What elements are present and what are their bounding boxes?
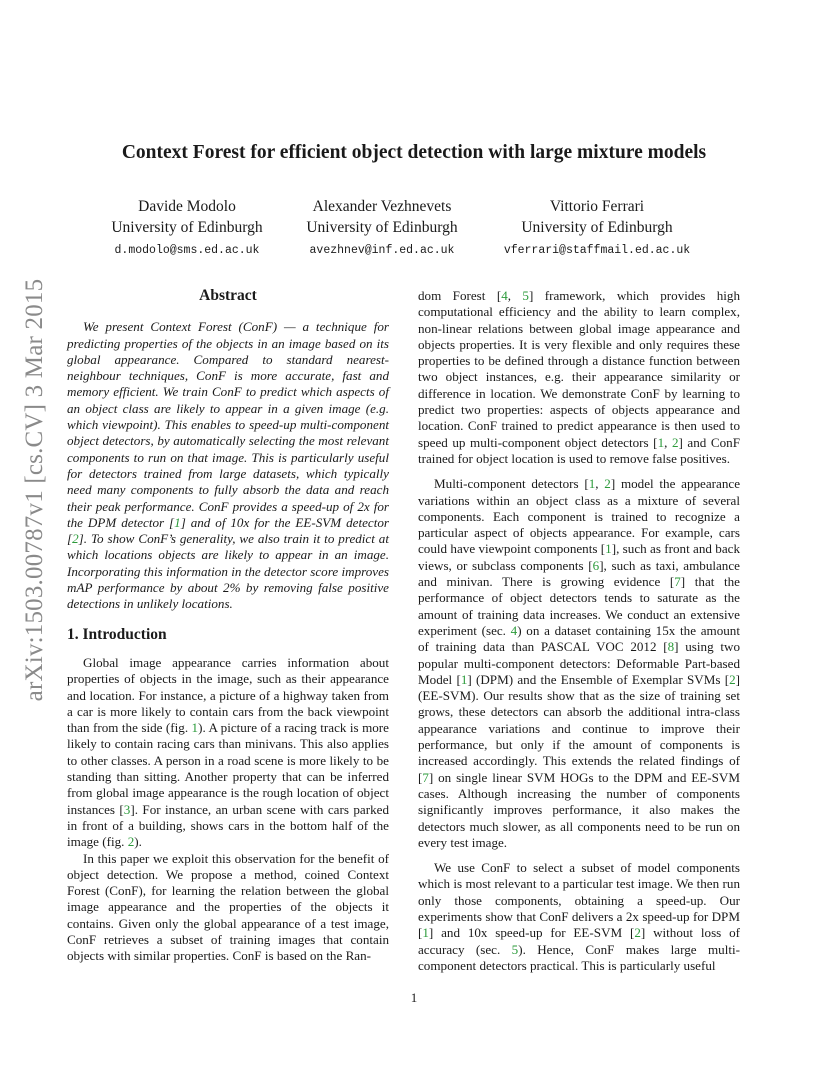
body-text: ] and 10x speed-up for EE-SVM [ [428, 925, 635, 941]
citation-link[interactable]: 8 [667, 639, 675, 655]
author-affiliation: University of Edinburgh [521, 219, 673, 236]
left-column [67, 288, 389, 965]
citation-link[interactable]: 7 [674, 574, 681, 590]
body-text: ). [134, 834, 142, 850]
intro-paragraph [67, 655, 389, 851]
body-text: , [507, 288, 523, 303]
section-link[interactable]: 4 [510, 622, 518, 638]
body-text: ] (EE-SVM). Our results show that as the size of training set grows, these detectors can absorb the additional intra-class appearance variations and continue to improve their performance, but only if the amount of components is increased accordingly. This extends the related findings of [ [418, 671, 740, 785]
author-affiliation: University of Edinburgh [111, 219, 263, 236]
figure-link[interactable]: 1 [191, 720, 199, 736]
abstract-text: ] and of 10x for the EE-SVM detector [ [67, 514, 389, 547]
arxiv-stamp [20, 278, 50, 702]
citation-link[interactable]: 2 [729, 671, 736, 687]
body-paragraph [418, 860, 740, 974]
author-name: Alexander Vezhnevets [312, 198, 452, 215]
body-text: ] using two popular multi-component detectors: Deformable Part-based Model [ [418, 639, 741, 687]
body-text: dom Forest [ [418, 288, 502, 303]
arxiv-identifier: arXiv:1503.00787v1 [cs.CV] 3 Mar 2015 [21, 278, 48, 702]
citation-link[interactable]: 7 [422, 769, 429, 785]
body-text: ] and ConF trained for object location is used to remove false positives. [418, 434, 741, 466]
author-name: Davide Modolo [138, 198, 236, 215]
citation-link[interactable]: 4 [501, 288, 508, 303]
body-text: Multi-component detectors [ [434, 476, 589, 492]
citation-link[interactable]: 1 [174, 514, 181, 530]
abstract-text: ]. To show ConF’s generality, we also train it to predict at which locations objects are likely to appear in an image. Incorporating this information in the detector score improves mAP performance by about 2% by removing false positive detections in unlikely locations. [67, 531, 389, 612]
body-text: , [595, 476, 605, 492]
body-text: ). Hence, ConF makes large multi-component detectors practical. This is particularly useful [418, 941, 740, 973]
citation-link[interactable]: 1 [460, 671, 468, 687]
body-text: ] that the performance of object detectors tends to saturate as the amount of training data increases. We conduct an extensive experiment (sec. [418, 574, 740, 638]
body-text: ] on single linear SVM HOGs to the DPM and EE-SVM cases. Although increasing the number of components significantly improves performance, it also makes the detectors much slower, as all components need to be run on every test image. [418, 769, 740, 850]
body-text: Global image appearance carries information about properties of objects in the image, such as their appearance and location. For instance, a picture of a highway taken from a car is more likely to contain cars from the back viewpoint than from the side (fig. [67, 654, 389, 736]
section-link[interactable]: 5 [511, 941, 519, 957]
author-block [477, 196, 717, 261]
citation-link[interactable]: 1 [605, 541, 612, 557]
body-paragraph [418, 476, 740, 851]
citation-link[interactable]: 2 [72, 531, 79, 547]
citation-link[interactable]: 1 [422, 925, 429, 941]
body-text: ], such as taxi, ambulance and minivan. There is growing evidence [ [418, 557, 740, 590]
body-text: We use ConF to select a subset of model components which is most relevant to a particular test image. We then run only those components, obtaining a speed-up. Our experiments show that ConF delivers a 2x speed-up for DPM [ [418, 860, 740, 941]
author-affiliation: University of Edinburgh [306, 219, 458, 236]
body-text: , [664, 434, 672, 450]
citation-link[interactable]: 2 [634, 925, 641, 941]
body-text: ). A picture of a racing track is more likely to contain racing cars than minivans. This also applies to other classes. A person in a road scene is more likely to be standing than sitting. Another property that can be inferred from global image appearance is the rough location of object instances [ [67, 720, 389, 817]
author-block [262, 196, 502, 261]
citation-link[interactable]: 1 [588, 476, 596, 492]
citation-link[interactable]: 1 [657, 434, 665, 450]
abstract-text: We present Context Forest (ConF) — a technique for predicting properties of the objects in an image based on its global appearance. Compared to standard nearest-neighbour techniques, ConF is more accurate, fast and memory efficient. We train ConF to predict which aspects of an object class are likely to appear in a given image (e.g. which viewpoint). This enables to speed-up multi-component object detectors, by automatically selecting the most relevant components to run on that image. This is particularly useful for detectors trained from large datasets, which typically need many components to fully absorb the data and reach their peak performance. ConF provides a speed-up of 2x for the DPM detector [ [67, 319, 389, 530]
citation-link[interactable]: 6 [592, 557, 600, 573]
body-text: ] (DPM) and the Ensemble of Exemplar SVMs [ [467, 671, 730, 687]
intro-paragraph: In this paper we exploit this observation for the benefit of object detection. We propose a method, coined Context Forest (ConF), for learning the relation between the global image appearance and the properties of the objects it contains. Given only the global appearance of a test image, ConF retrieves a subset of training images that contain objects with similar properties. ConF is based on the Ran- [67, 850, 389, 964]
citation-link[interactable]: 5 [522, 288, 529, 303]
body-text: ] without loss of accuracy (sec. [418, 925, 740, 957]
body-text: ] model the appearance variations within an object class as a mixture of several components. Each component is trained to recognize a particular aspect of objects appearance. For example, cars could have viewpoint components [ [418, 476, 741, 557]
abstract-body [67, 319, 389, 612]
figure-link[interactable]: 2 [127, 834, 135, 850]
body-text: ]. For instance, an urban scene with cars parked in front of a building, shows cars in the bottom half of the image (fig. [67, 801, 389, 850]
paper-title: Context Forest for efficient object detection with large mixture models [121, 142, 707, 163]
body-paragraph [418, 288, 740, 467]
abstract-heading: Abstract [199, 287, 257, 304]
author-email[interactable]: d.modolo@sms.ed.ac.uk [114, 244, 260, 257]
right-column [418, 288, 740, 974]
body-text: ], such as front and back views, or subclass components [ [418, 541, 740, 573]
citation-link[interactable]: 2 [671, 434, 679, 450]
author-email[interactable]: vferrari@staffmail.ed.ac.uk [503, 244, 691, 257]
section-heading: 1. Introduction [67, 625, 167, 643]
author-name: Vittorio Ferrari [549, 198, 645, 215]
citation-link[interactable]: 2 [604, 476, 611, 492]
author-email[interactable]: avezhnev@inf.ed.ac.uk [309, 244, 455, 257]
body-text: ] framework, which provides high computational efficiency and the ability to learn complex, non-linear relations between global image appearance and objects properties. It is very flexible and only requires these properties to be defined through a distance function between two object instances, e.g. their appearance similarity or difference in location. We demonstrate ConF by learning to predict two properties: aspects of objects appearance and location. ConF trained to predict appearance is then used to speed up multi-component object detectors [ [418, 288, 741, 450]
body-text: ) on a dataset containing 15x the amount of training data than PASCAL VOC 2012 [ [418, 622, 740, 655]
citation-link[interactable]: 3 [123, 801, 131, 817]
page-number: 1 [410, 990, 418, 1005]
